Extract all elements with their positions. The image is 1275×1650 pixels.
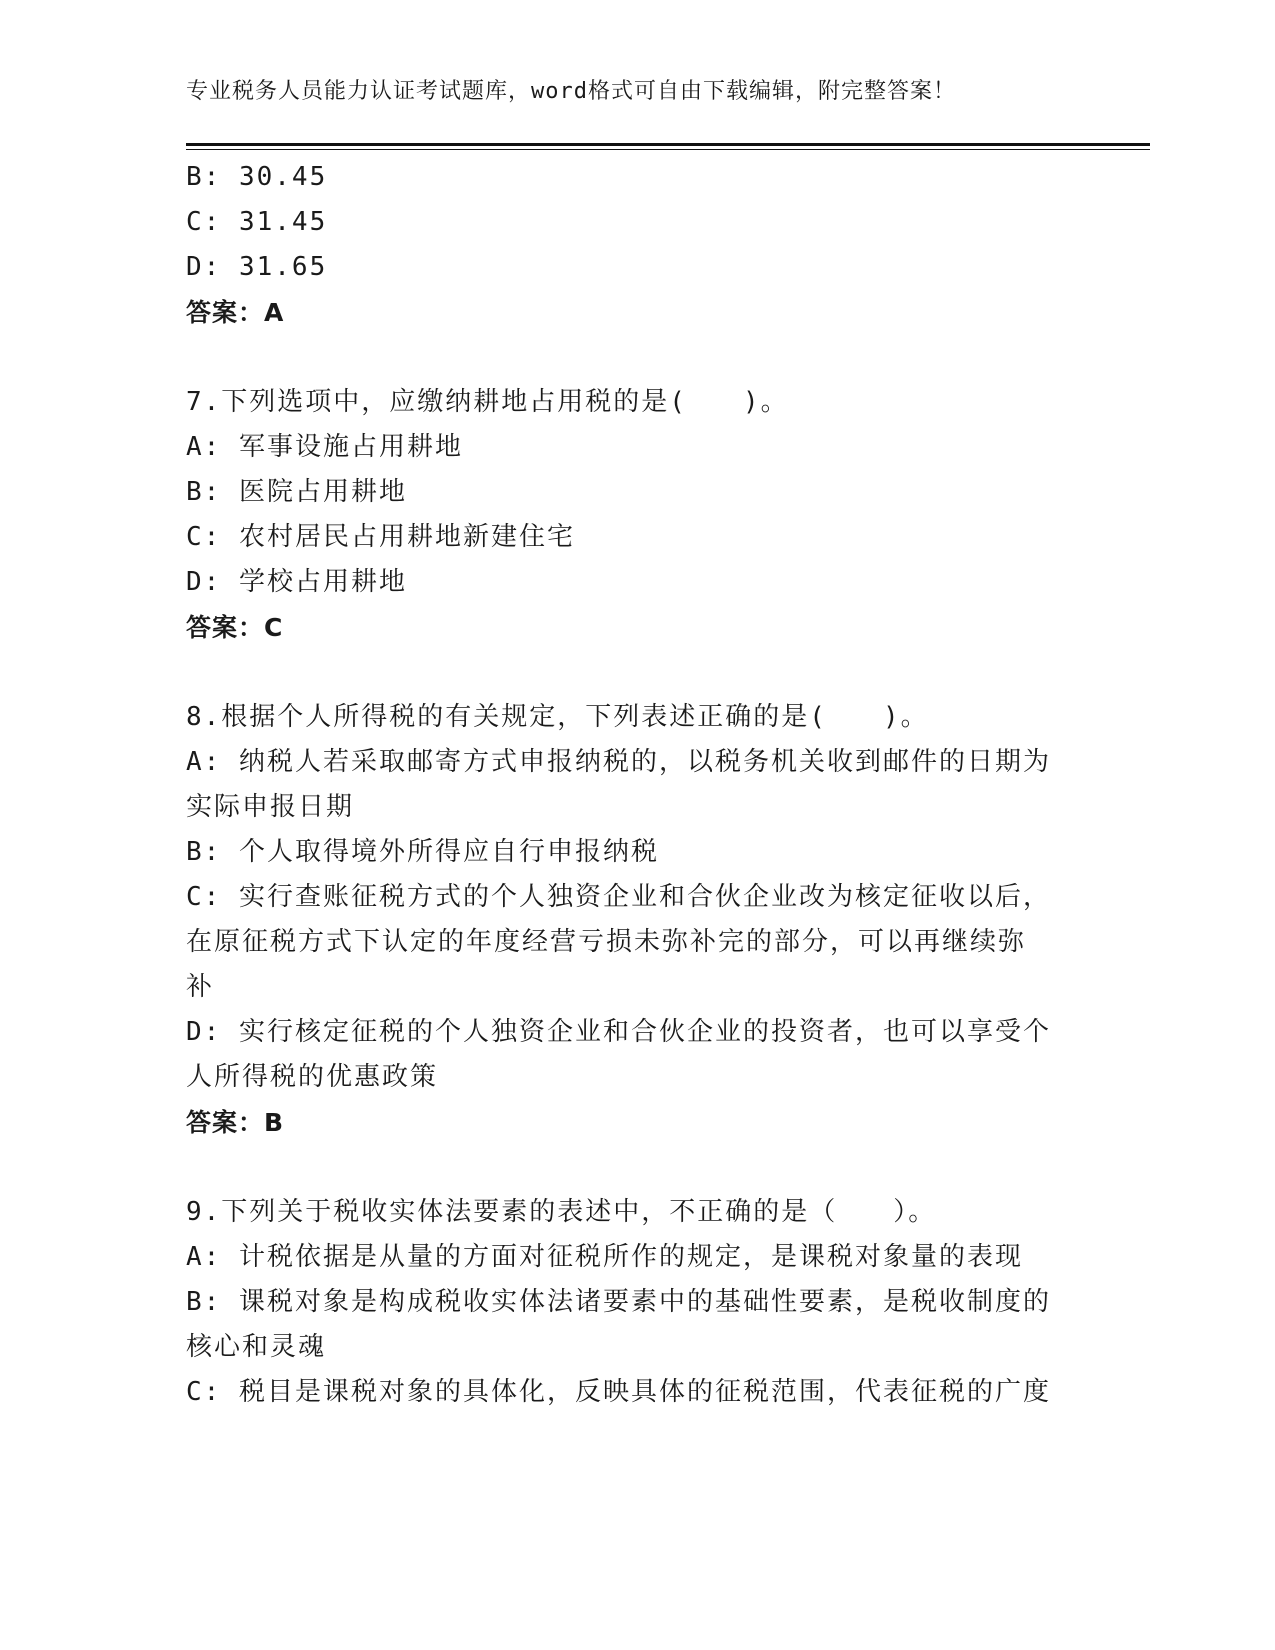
spacer [186,650,1086,695]
answer-line: 答案：C [186,613,284,642]
question-stem: 8.根据个人所得税的有关规定，下列表述正确的是( )。 [186,702,929,732]
spacer [186,1145,1086,1190]
option-d: D: 31.65 [186,252,328,282]
answer-line: 答案：B [186,1108,285,1137]
question-stem: 7.下列选项中，应缴纳耕地占用税的是( )。 [186,387,789,417]
question-list [186,155,1086,1415]
question-8 [186,695,1086,1145]
option-c-continued: 补 [186,972,215,1002]
option-a: A: 纳税人若采取邮寄方式申报纳税的，以税务机关收到邮件的日期为 [186,747,1051,777]
option-c: C: 税目是课税对象的具体化，反映具体的征税范围，代表征税的广度 [186,1377,1051,1407]
option-d: D: 实行核定征税的个人独资企业和合伙企业的投资者，也可以享受个 [186,1017,1051,1047]
option-c: C: 农村居民占用耕地新建住宅 [186,522,575,552]
header-rule-thin [186,149,1150,150]
option-c: C: 31.45 [186,207,328,237]
option-b: B: 医院占用耕地 [186,477,407,507]
option-a-continued: 实际申报日期 [186,792,355,822]
option-b: B: 课税对象是构成税收实体法诸要素中的基础性要素，是税收制度的 [186,1287,1051,1317]
option-a: A: 军事设施占用耕地 [186,432,463,462]
option-b-continued: 核心和灵魂 [186,1332,327,1362]
document-header: 专业税务人员能力认证考试题库，word格式可自由下载编辑，附完整答案！ [186,79,956,104]
option-b: B: 个人取得境外所得应自行申报纳税 [186,837,659,867]
option-c: C: 实行查账征税方式的个人独资企业和合伙企业改为核定征收以后， [186,882,1051,912]
previous-question [186,155,1086,335]
question-7 [186,380,1086,650]
option-a: A: 计税依据是从量的方面对征税所作的规定，是课税对象量的表现 [186,1242,1023,1272]
question-9 [186,1190,1086,1415]
option-d: D: 学校占用耕地 [186,567,407,597]
question-stem: 9.下列关于税收实体法要素的表述中，不正确的是（ ）。 [186,1197,937,1227]
spacer [186,335,1086,380]
option-d-continued: 人所得税的优惠政策 [186,1062,439,1092]
header-rule-thick [186,143,1150,146]
answer-line: 答案：A [186,298,285,327]
option-c-continued: 在原征税方式下认定的年度经营亏损未弥补完的部分，可以再继续弥 [186,927,1027,957]
option-b: B: 30.45 [186,162,328,192]
